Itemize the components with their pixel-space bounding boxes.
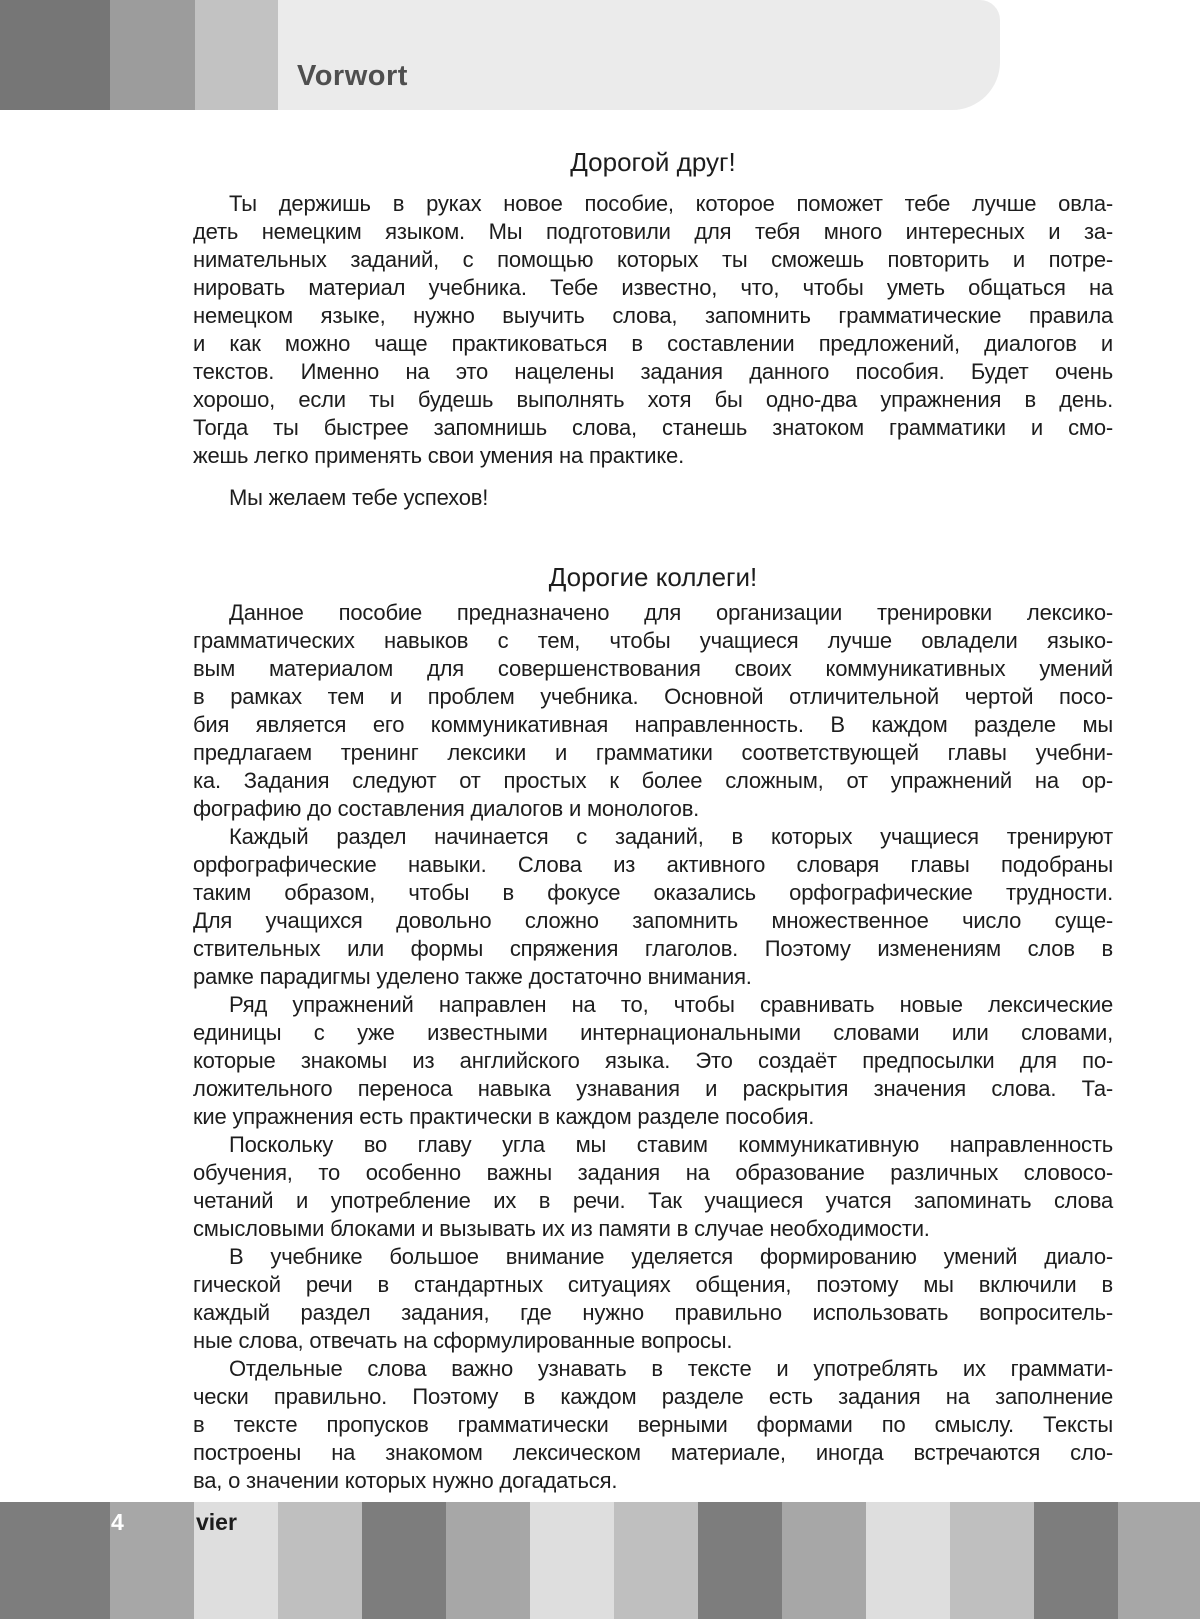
text-line: бия является его коммуникативная направленность. В каждом разделе мы: [193, 712, 1113, 737]
text-line: Ряд упражнений направлен на то, чтобы сравнивать новые лексические: [229, 992, 1113, 1017]
header-stripe: [0, 0, 110, 110]
section-heading: Дорогой друг!: [570, 147, 736, 177]
text-line: четаний и употребление их в речи. Так учащиеся учатся запоминать слова: [193, 1188, 1113, 1213]
text-line: немецком языке, нужно выучить слова, запомнить грамматические правила: [193, 303, 1113, 328]
footer-stripe: [446, 1502, 530, 1619]
footer-stripe: [866, 1502, 950, 1619]
page-title: Vorwort: [297, 60, 408, 92]
text-line: рамке парадигмы уделено также достаточно внимания.: [193, 964, 752, 989]
paragraph: [193, 991, 1113, 1131]
text-line: ва, о значении которых нужно догадаться.: [193, 1468, 618, 1493]
text-line: Ты держишь в руках новое пособие, которое поможет тебе лучше овла-: [229, 191, 1113, 216]
text-line: построены на знакомом лексическом материале, иногда встречаются сло-: [193, 1440, 1113, 1465]
text-line: вым материалом для совершенствования своих коммуникативных умений: [193, 656, 1113, 681]
header-stripe: [195, 0, 278, 110]
paragraph: [193, 1131, 1113, 1243]
text-line: хорошо, если ты будешь выполнять хотя бы одно-два упражнения в день.: [193, 387, 1113, 412]
text-line: которые знакомы из английского языка. Это создаёт предпосылки для по-: [193, 1048, 1113, 1073]
text-line: Для учащихся довольно сложно запомнить множественное число суще-: [193, 908, 1113, 933]
text-line: обучения, то особенно важны задания на образование различных словосо-: [193, 1160, 1113, 1185]
text-line: фографию до составления диалогов и монологов.: [193, 796, 700, 821]
text-line: нимательных заданий, с помощью которых ты сможешь повторить и потре-: [193, 247, 1113, 272]
page-footer: [0, 1502, 1200, 1619]
text-line: Отдельные слова важно узнавать в тексте и употреблять их граммати-: [229, 1356, 1113, 1381]
footer-stripe: [950, 1502, 1034, 1619]
text-line: кие упражнения есть практически в каждом разделе пособия.: [193, 1104, 815, 1129]
text-line: Мы желаем тебе успехов!: [229, 485, 489, 510]
text-line: грамматических навыков с тем, чтобы учащиеся лучше овладели языко-: [193, 628, 1113, 653]
footer-stripe: [614, 1502, 698, 1619]
text-line: единицы с уже известными интернациональными словами или словами,: [193, 1020, 1113, 1045]
section-heading: Дорогие коллеги!: [548, 562, 758, 592]
text-line: гической речи в стандартных ситуациях общения, поэтому мы включили в: [193, 1272, 1113, 1297]
footer-stripe: [0, 1502, 110, 1619]
text-line: нировать материал учебника. Тебе известно, что, чтобы уметь общаться на: [193, 275, 1113, 300]
footer-stripe: [530, 1502, 614, 1619]
page-content: [193, 148, 1113, 1495]
text-line: ные слова, отвечать на сформулированные вопросы.: [193, 1328, 733, 1353]
paragraph: [193, 823, 1113, 991]
page-number-word: vier: [196, 1509, 237, 1535]
text-line: деть немецким языком. Мы подготовили для тебя много интересных и за-: [193, 219, 1113, 244]
page-number: 4: [111, 1509, 124, 1535]
footer-stripe: [1034, 1502, 1118, 1619]
text-line: орфографические навыки. Слова из активного словаря главы подобраны: [193, 852, 1113, 877]
text-line: таким образом, чтобы в фокусе оказались орфографические трудности.: [193, 880, 1113, 905]
text-line: В учебнике большое внимание уделяется формированию умений диало-: [229, 1244, 1113, 1269]
text-line: смысловыми блоками и вызывать их из памяти в случае необходимости.: [193, 1216, 930, 1241]
text-line: в рамках тем и проблем учебника. Основной отличительной чертой посо-: [193, 684, 1113, 709]
text-line: Тогда ты быстрее запомнишь слова, станешь знатоком грамматики и смо-: [193, 415, 1113, 440]
paragraph: [193, 1355, 1113, 1495]
paragraph: [193, 1243, 1113, 1355]
footer-stripe: [1118, 1502, 1200, 1619]
text-line: каждый раздел задания, где нужно правильно использовать вопроситель-: [193, 1300, 1113, 1325]
text-line: текстов. Именно на это нацелены задания данного пособия. Будет очень: [193, 359, 1113, 384]
text-line: ложительного переноса навыка узнавания и раскрытия значения слова. Та-: [193, 1076, 1113, 1101]
footer-stripe: [362, 1502, 446, 1619]
text-line: чески правильно. Поэтому в каждом разделе есть задания на заполнение: [193, 1384, 1113, 1409]
paragraph: [193, 190, 1113, 470]
text-line: Данное пособие предназначено для организации тренировки лексико-: [229, 600, 1113, 625]
text-line: и как можно чаще практиковаться в составлении предложений, диалогов и: [193, 331, 1113, 356]
footer-stripe: [278, 1502, 362, 1619]
paragraph: [193, 484, 1113, 512]
text-line: Каждый раздел начинается с заданий, в которых учащиеся тренируют: [229, 824, 1113, 849]
paragraph: [193, 599, 1113, 823]
footer-stripe: [782, 1502, 866, 1619]
text-line: ка. Задания следуют от простых к более сложным, от упражнений на ор-: [193, 768, 1113, 793]
text-line: предлагаем тренинг лексики и грамматики соответствующей главы учебни-: [193, 740, 1113, 765]
footer-stripe: [698, 1502, 782, 1619]
text-line: жешь легко применять свои умения на практике.: [193, 443, 684, 468]
header-stripe: [110, 0, 195, 110]
page-header: [0, 0, 1200, 110]
text-line: Поскольку во главу угла мы ставим коммуникативную направленность: [229, 1132, 1113, 1157]
text-line: ствительных или формы спряжения глаголов. Поэтому изменениям слов в: [193, 936, 1113, 961]
text-line: в тексте пропусков грамматически верными формами по смыслу. Тексты: [193, 1412, 1113, 1437]
